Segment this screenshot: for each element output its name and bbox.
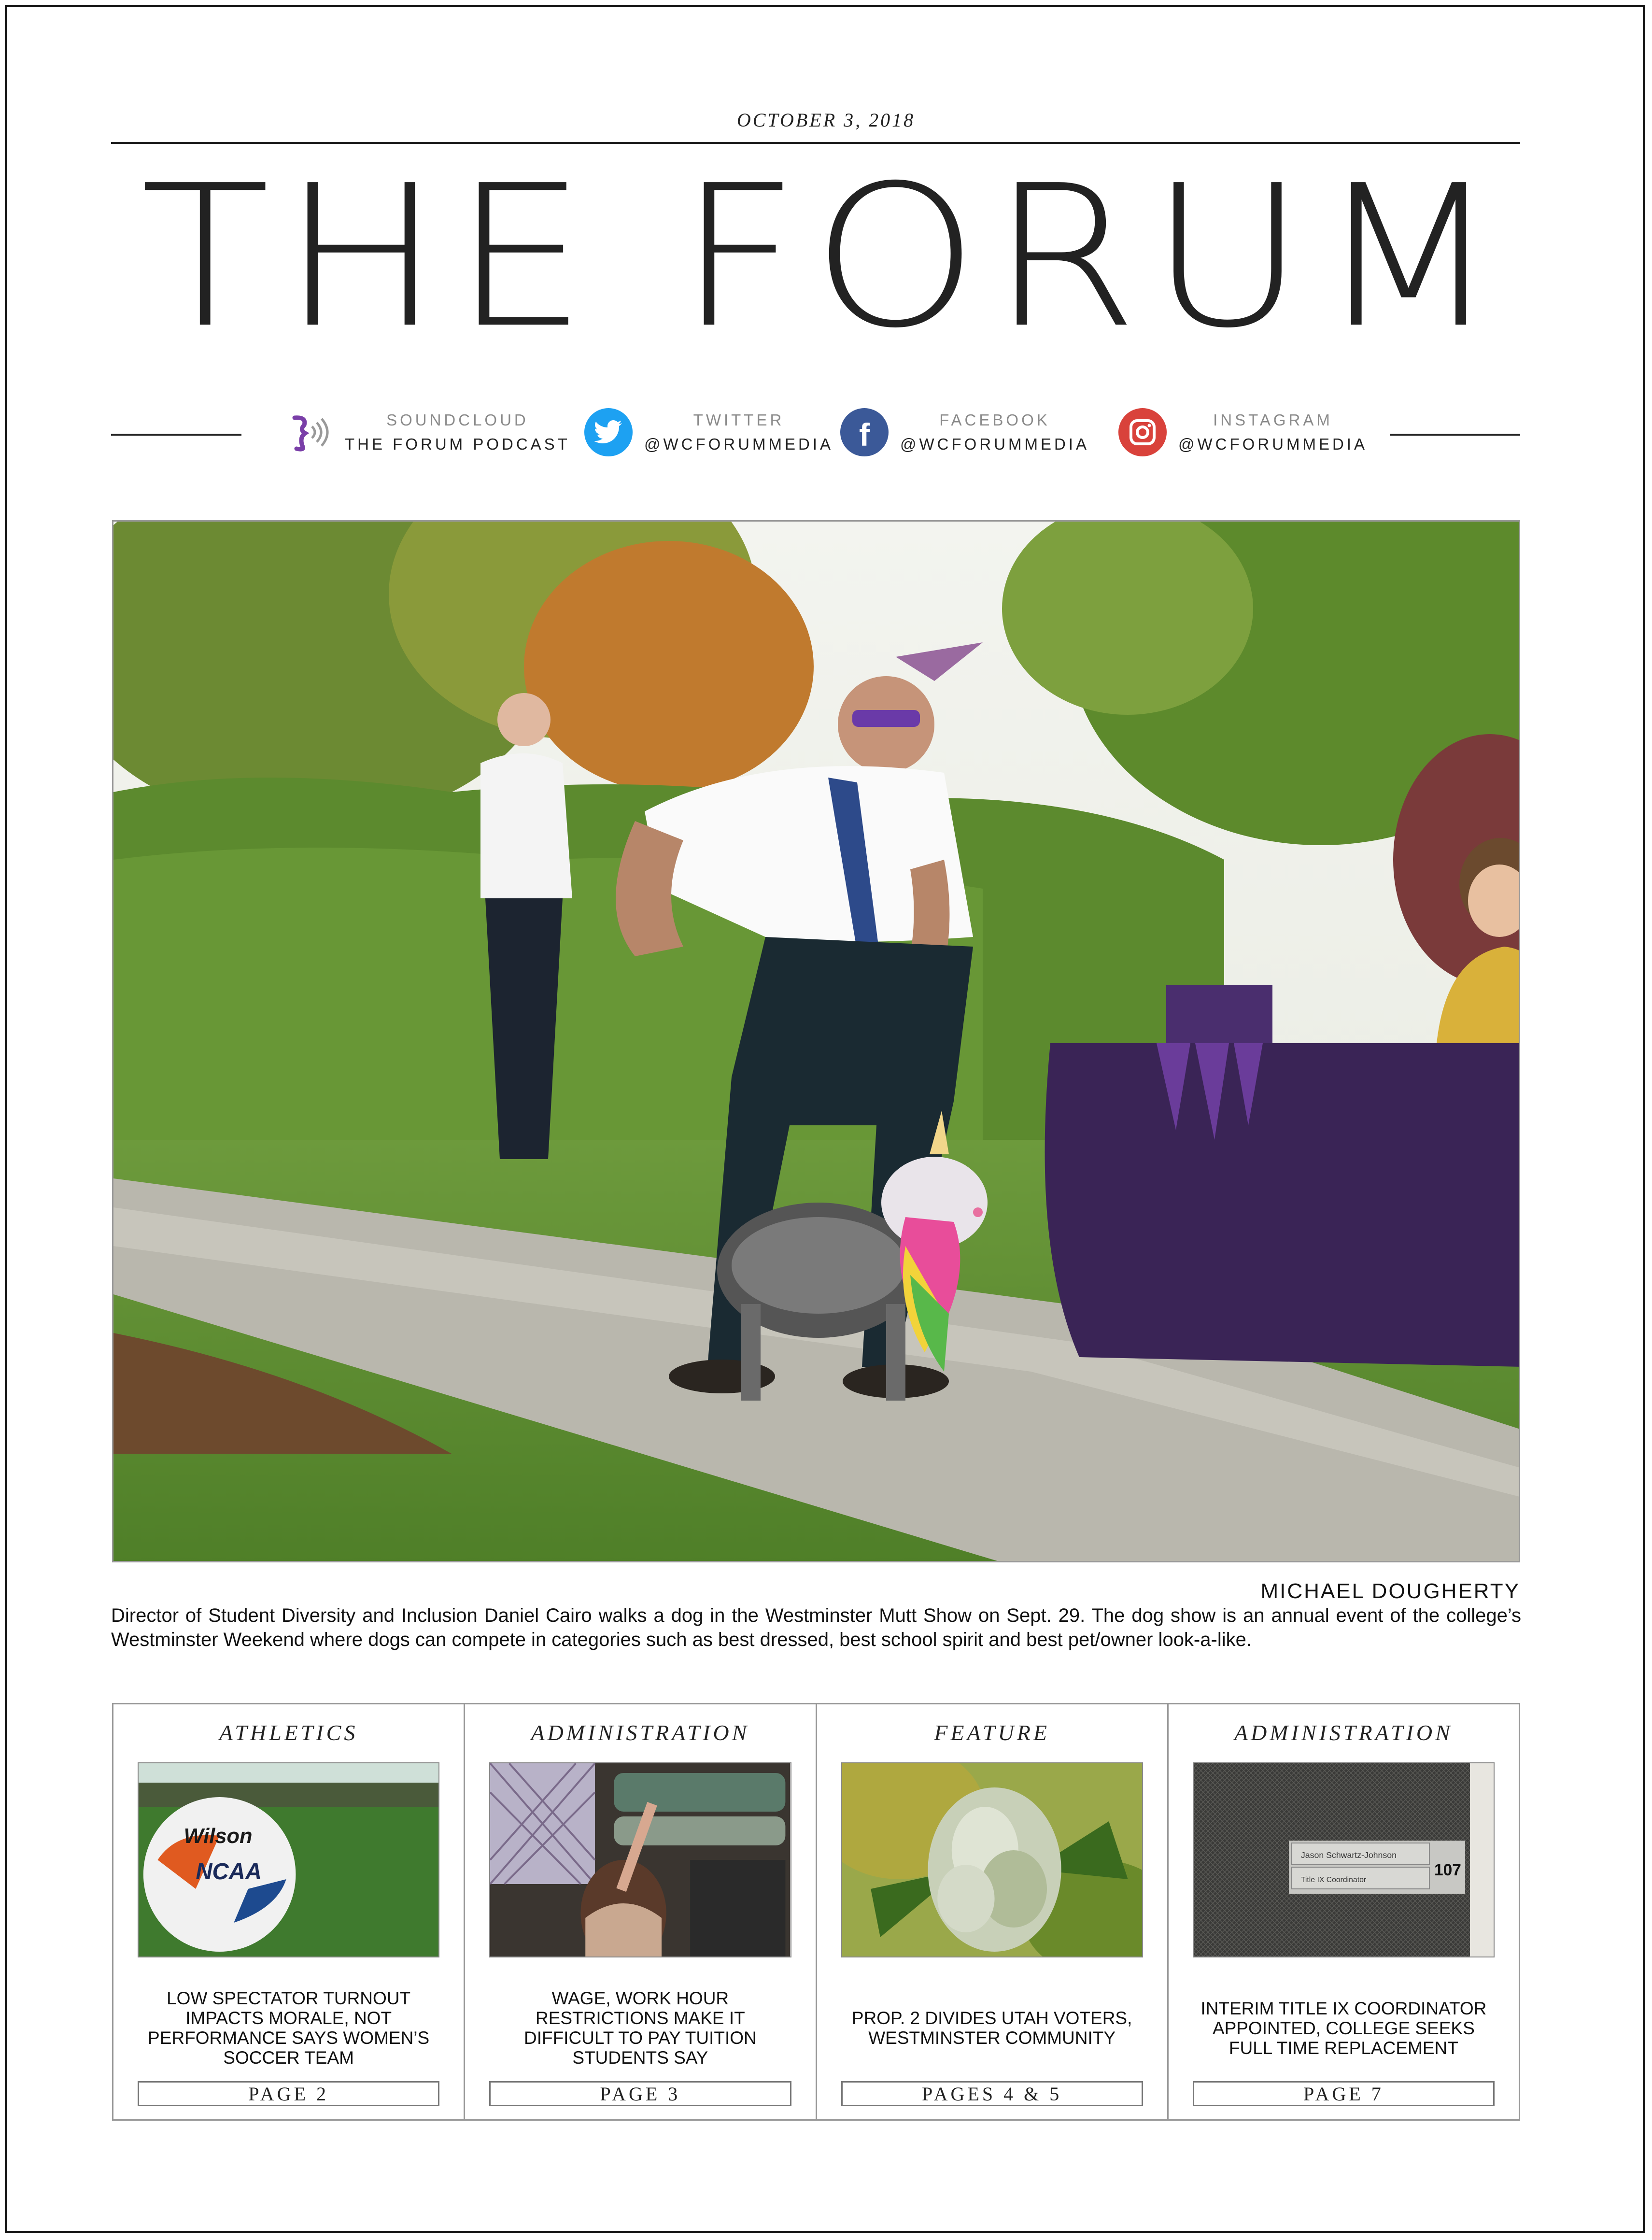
thumbnail-office-sign [1193, 1762, 1495, 1957]
photo-caption: Director of Student Diversity and Inclusion Daniel Cairo walks a dog in the Westminster Mutt Show on Sept. 29. The dog show is an annual event of the college’s Westminster Weekend where dogs can compete in categories such as best dressed, best school spirit and best pet/owner look-a-like. [111, 1605, 1521, 1650]
masthead-title: THE FORUM [140, 143, 1512, 371]
social-rule-right [1390, 434, 1520, 436]
thumbnail-storage-room [489, 1762, 791, 1957]
instagram-icon [1118, 408, 1167, 456]
page-link[interactable]: PAGES 4 & 5 [841, 2081, 1143, 2106]
teaser-headline: LOW SPECTATOR TURNOUT IMPACTS MORALE, NOT PERFORMANCE SAYS WOMEN’S SOCCER TEAM [148, 1988, 430, 2068]
social-handle: @WCFORUMMEDIA [644, 435, 833, 453]
social-label: INSTAGRAM [1213, 411, 1333, 429]
teaser-administration-title-ix[interactable] [1169, 1704, 1519, 2119]
social-soundcloud[interactable] [285, 403, 570, 461]
social-instagram[interactable] [1118, 403, 1368, 461]
social-label: SOUNDCLOUD [386, 411, 529, 429]
twitter-icon [584, 408, 633, 456]
page-link[interactable]: PAGE 2 [138, 2081, 439, 2106]
teaser-administration-wages[interactable] [465, 1704, 817, 2119]
soundcloud-icon [285, 408, 333, 456]
social-facebook[interactable] [840, 403, 1089, 461]
teaser-headline: INTERIM TITLE IX COORDINATOR APPOINTED, COLLEGE SEEKS FULL TIME REPLACEMENT [1200, 1998, 1487, 2058]
section-label: ATHLETICS [219, 1720, 358, 1745]
teaser-headline: PROP. 2 DIVIDES UTAH VOTERS, WESTMINSTER COMMUNITY [851, 2008, 1132, 2048]
section-label: ADMINISTRATION [531, 1720, 750, 1745]
teaser-athletics[interactable] [113, 1704, 465, 2119]
section-label: FEATURE [934, 1720, 1050, 1745]
page-link[interactable]: PAGE 3 [489, 2081, 791, 2106]
teaser-headline: WAGE, WORK HOUR RESTRICTIONS MAKE IT DIFFICULT TO PAY TUITION STUDENTS SAY [523, 1988, 757, 2068]
social-twitter[interactable] [584, 403, 833, 461]
issue-date: OCTOBER 3, 2018 [736, 109, 916, 131]
facebook-icon: f [840, 408, 889, 456]
teaser-row [112, 1703, 1520, 2121]
section-label: ADMINISTRATION [1234, 1720, 1453, 1745]
social-handle: @WCFORUMMEDIA [1178, 435, 1368, 453]
sign-name: Jason Schwartz-Johnson [1300, 1850, 1397, 1860]
hero-photo [112, 520, 1520, 1562]
social-label: TWITTER [693, 411, 785, 429]
thumbnail-cannabis-plant [841, 1762, 1143, 1957]
sign-title: Title IX Coordinator [1300, 1875, 1366, 1885]
sign-room: 107 [1434, 1860, 1461, 1880]
ball-league: NCAA [196, 1858, 262, 1885]
teaser-feature[interactable] [817, 1704, 1169, 2119]
page-link[interactable]: PAGE 7 [1193, 2081, 1495, 2106]
social-label: FACEBOOK [939, 411, 1050, 429]
social-rule-left [111, 434, 241, 436]
ball-brand: Wilson [184, 1824, 253, 1848]
thumbnail-soccer-ball [138, 1762, 439, 1957]
social-handle: THE FORUM PODCAST [345, 435, 570, 453]
photo-credit: MICHAEL DOUGHERTY [1260, 1579, 1520, 1603]
social-handle: @WCFORUMMEDIA [900, 435, 1089, 453]
